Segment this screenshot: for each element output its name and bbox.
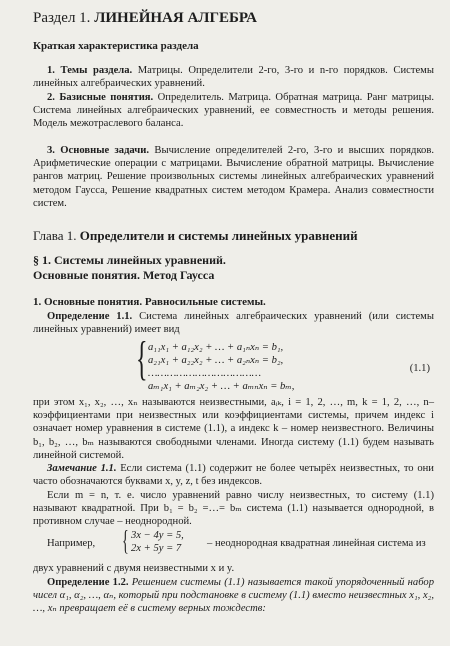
basics-paragraph: 2. Базисные понятия. Определитель. Матрица. Обратная матрица. Ранг матрицы. Система линейных алгебраических уравнений, ее совместность и методы решения. Модель межотраслевого баланса.: [33, 92, 434, 130]
paragraph-notation: при этом x₁, x₂, …, xₙ называются неизвестными, aᵢₖ, i = 1, 2, …, m, k = 1, 2, …, n– коэффициентами при неизвестных или коэффициентами системы, причем индекс i означает номер уравнения в системе (1.1), а индекс k – номер неизвестного. Величины b₁, b₂, …, bₘ называются свободными членами. Иногда систему (1.1) будем называть линейной системой.: [33, 397, 434, 461]
equation-system: a₁₁x₁ + a₁₂x₂ + … + a₁ₙxₙ = b₁, a₂₁x₁ + a₂₂x₂ + … + a₂ₙxₙ = b₂, ……………………………… aₘ₁x₁ + aₘ₂x₂ + … + aₘₙxₙ = bₘ,: [148, 342, 295, 392]
tasks-paragraph: 3. Основные задачи. Вычисление определителей 2-го, 3-го и высших порядков. Арифметические операции с матрицами. Вычисление обратной матрицы. Вычисление рангов матриц. Решение произвольных системы линейных алгебраических уравнений методом Гаусса, Решение квадратных систем методом Крамера. Анализ совместности систем.: [33, 145, 434, 209]
definition-1-2: Определение 1.2. Решением системы (1.1) называется такой упорядоченный набор чисел α₁, α₂, …, αₙ, который при подстановке в систему (1.1) вместо неизвестных x₁, x₂, …, xₙ превращает её в систему верных тождеств:: [33, 577, 434, 615]
paragraph-square-system: Если m = n, т. е. число уравнений равно числу неизвестных, то систему (1.1) называют квадратной. При b₁ = b₂ =…= bₘ система (1.1) называется однородной, в противном случае – неоднородной.: [33, 490, 434, 528]
example-brace: {: [122, 526, 129, 557]
chapter-title: Глава 1. Определители и системы линейных уравнений: [33, 228, 358, 243]
equation-number: (1.1): [409, 363, 430, 374]
subsection-title: 1. Основные понятия. Равносильные системы.: [33, 296, 266, 308]
example-line: Например,: [47, 538, 96, 549]
topics-paragraph: 1. Темы раздела. Матрицы. Определители 2-го, 3-го и n-го порядков. Системы линейных алгебраических уравнений.: [33, 65, 434, 90]
part-title: Раздел 1. ЛИНЕЙНАЯ АЛГЕБРА: [33, 10, 258, 26]
definition-1-1: Определение 1.1. Система линейных алгебраических уравнений (или системы линейных уравнений) имеет вид: [33, 311, 434, 336]
section-title: § 1. Системы линейных уравнений. Основные понятия. Метод Гаусса: [33, 253, 226, 282]
remark-1-1: Замечание 1.1. Если система (1.1) содержит не более четырёх неизвестных, то они часто обозначаются буквами x, y, z, t без индексов.: [33, 463, 434, 488]
example-system: 3x − 4y = 5, 2x + 5y = 7: [131, 530, 184, 554]
system-brace: {: [136, 332, 148, 385]
example-text: – неоднородная квадратная линейная система из: [207, 538, 426, 549]
summary-heading: Краткая характеристика раздела: [33, 40, 199, 52]
example-tail: двух уравнений с двумя неизвестными x и y.: [33, 563, 235, 574]
